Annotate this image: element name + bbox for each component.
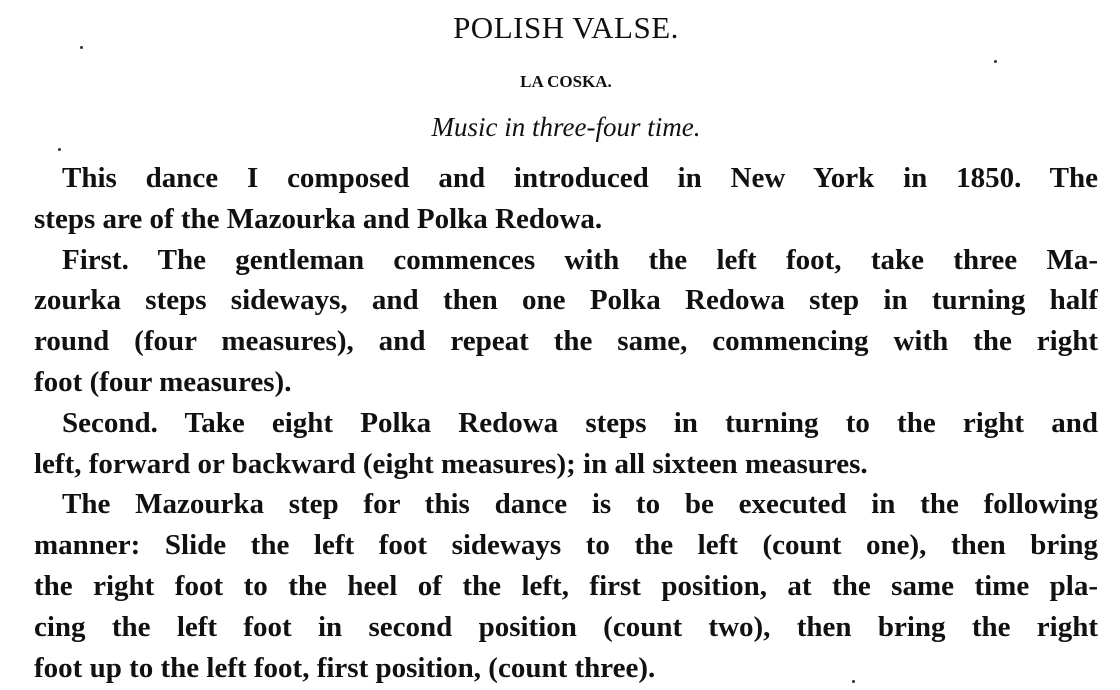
text-line: the right foot to the heel of the left, first position, at the same time pla-	[34, 569, 1098, 602]
body-text	[34, 158, 1098, 688]
text-line: cing the left foot in second position (count two), then bring the right	[34, 610, 1098, 643]
text-line: First. The gentleman commences with the left foot, take three Ma-	[62, 243, 1098, 276]
page-title: POLISH VALSE.	[453, 10, 679, 45]
text-line: This dance I composed and introduced in New York in 1850. The	[62, 162, 1098, 194]
print-speck	[80, 46, 83, 49]
print-speck	[994, 60, 997, 63]
text-line: round (four measures), and repeat the same, commencing with the right	[34, 325, 1098, 358]
text-line: manner: Slide the left foot sideways to the left (count one), then bring	[34, 529, 1098, 562]
text-line: zourka steps sideways, and then one Polka Redowa step in turning half	[34, 284, 1098, 317]
text-line: Second. Take eight Polka Redowa steps in turning to the right and	[62, 406, 1098, 439]
text-line: The Mazourka step for this dance is to be executed in the following	[62, 488, 1098, 521]
text-line: foot (four measures).	[34, 365, 292, 398]
music-tempo-note: Music in three-four time.	[431, 112, 701, 142]
page-subtitle: LA COSKA.	[520, 72, 612, 91]
text-line: foot up to the left foot, first position, (count three).	[34, 651, 656, 684]
text-line: left, forward or backward (eight measures); in all sixteen measures.	[34, 447, 868, 480]
print-speck	[852, 680, 855, 683]
print-speck	[58, 148, 61, 151]
text-line: steps are of the Mazourka and Polka Redowa.	[34, 202, 603, 235]
document-page	[34, 0, 1098, 690]
